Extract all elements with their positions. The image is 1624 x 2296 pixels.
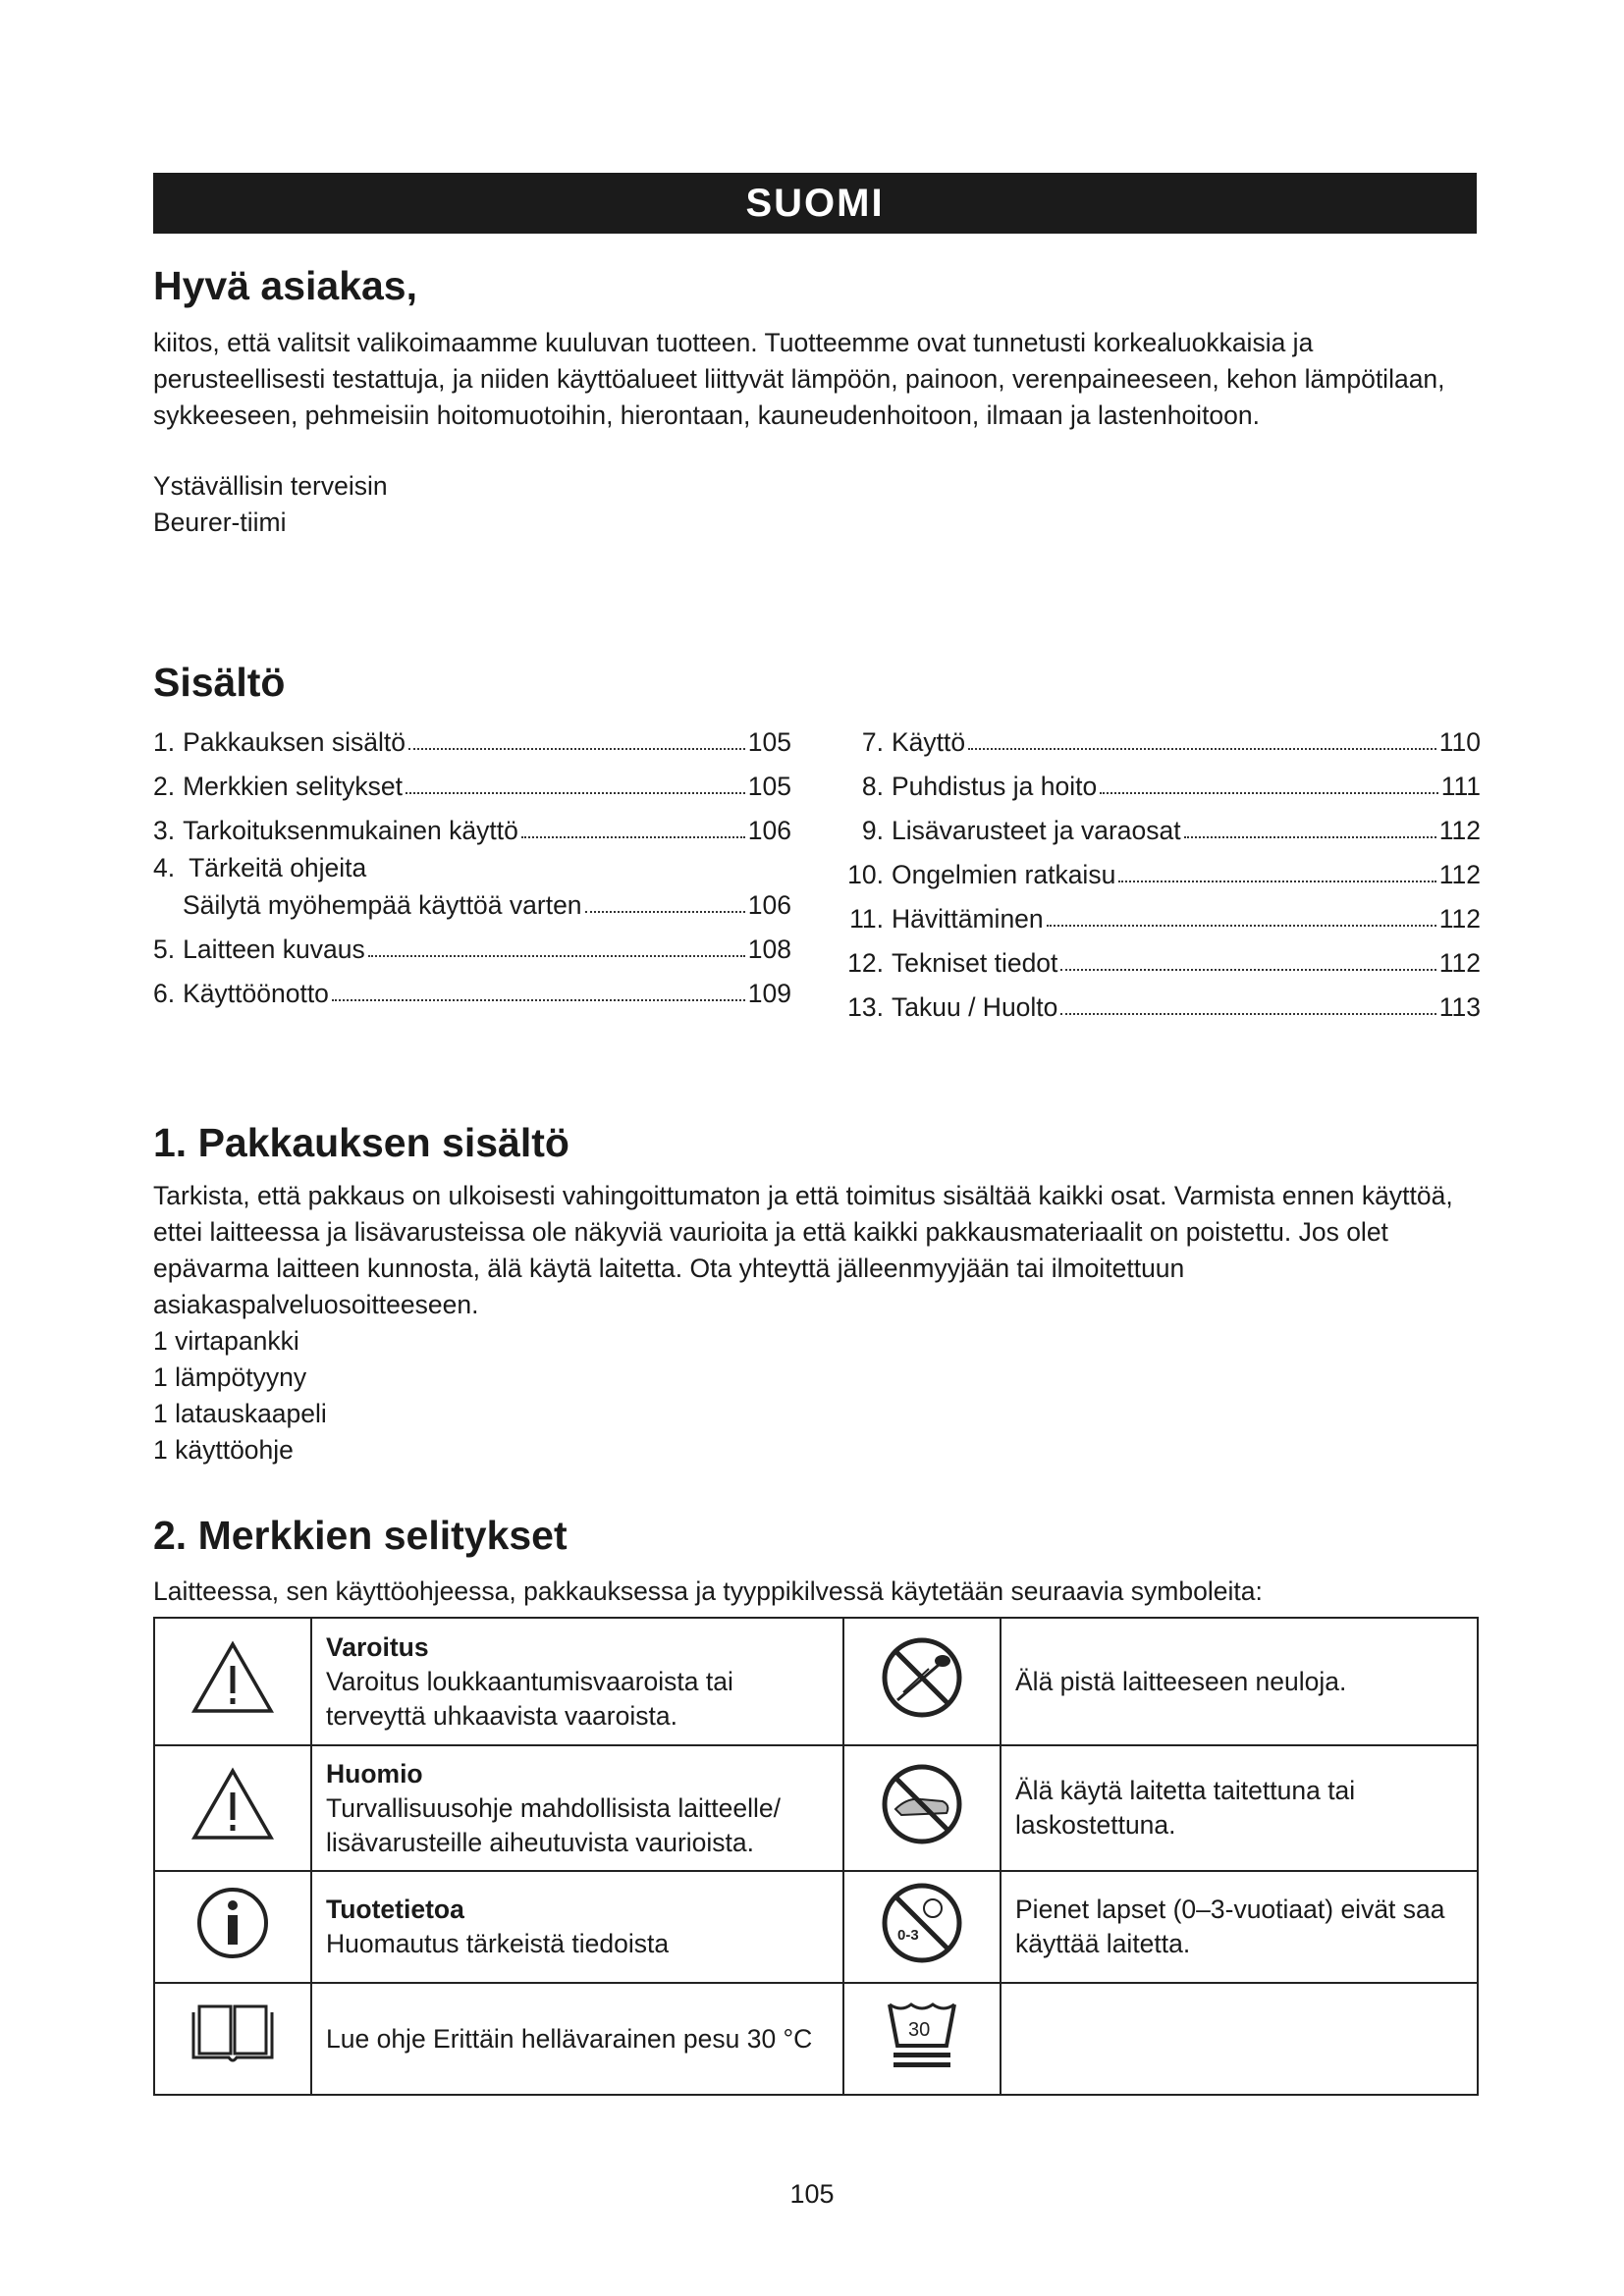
toc-leader — [1100, 792, 1438, 794]
no-small-children-icon — [843, 1871, 1001, 1983]
toc-number: 1. — [153, 727, 176, 757]
toc-label: Käyttö — [892, 727, 966, 757]
symbol-description — [311, 1618, 843, 1745]
symbol-description-empty — [1001, 1983, 1478, 2095]
no-needles-icon — [843, 1618, 1001, 1745]
toc-entry[interactable] — [837, 802, 1481, 846]
symbol-title: Huomio — [326, 1758, 423, 1789]
toc-number: 6. — [153, 979, 176, 1008]
toc-entry[interactable] — [837, 758, 1481, 802]
warning-triangle-icon — [154, 1618, 311, 1745]
toc-entry[interactable] — [837, 979, 1481, 1023]
toc-number: 8. — [861, 772, 884, 801]
symbols-table — [153, 1617, 1479, 2096]
toc-entry[interactable] — [153, 846, 791, 921]
toc-page: 113 — [1438, 992, 1481, 1022]
symbol-description — [1001, 1745, 1478, 1871]
symbol-description — [311, 1871, 843, 1983]
symbol-text: Älä pistä laitteeseen neuloja. — [1015, 1666, 1347, 1696]
table-row — [154, 1983, 1478, 2095]
package-item: 1 latauskaapeli — [153, 1399, 327, 1428]
toc-label: Puhdistus ja hoito — [892, 772, 1098, 801]
wash-temp-label: 30 — [908, 2018, 931, 2041]
toc-number: 4. — [153, 853, 176, 882]
greeting-heading: Hyvä asiakas, — [153, 263, 418, 308]
toc-entry[interactable] — [153, 965, 791, 1009]
signature-line-1: Ystävällisin terveisin — [153, 471, 388, 501]
toc-page: 110 — [1438, 727, 1481, 757]
toc-leader — [1184, 836, 1436, 838]
table-row — [154, 1871, 1478, 1983]
no-folding-icon — [843, 1745, 1001, 1871]
symbol-description — [311, 1983, 843, 2095]
toc-leader — [368, 955, 745, 957]
toc-leader — [585, 911, 745, 913]
toc-leader — [968, 748, 1436, 750]
toc-label: Hävittäminen — [892, 904, 1044, 934]
signature — [153, 468, 388, 541]
toc-number: 5. — [153, 934, 176, 964]
toc-label: Merkkien selitykset — [183, 772, 403, 801]
toc-page: 106 — [747, 890, 791, 920]
toc-page: 111 — [1440, 772, 1481, 801]
table-row — [154, 1618, 1478, 1745]
signature-line-2: Beurer-tiimi — [153, 507, 287, 537]
toc-label: Takuu / Huolto — [892, 992, 1058, 1022]
toc-leader — [1118, 881, 1435, 882]
toc-page: 112 — [1438, 816, 1481, 845]
symbol-text: Älä käytä laitetta taitettuna tai laskostettuna. — [1015, 1776, 1356, 1840]
toc-leader — [406, 792, 745, 794]
toc-label: Laitteen kuvaus — [183, 934, 365, 964]
symbol-description — [1001, 1871, 1478, 1983]
package-item: 1 virtapankki — [153, 1326, 299, 1356]
toc-label: Käyttöönotto — [183, 979, 329, 1008]
toc-entry[interactable] — [153, 714, 791, 758]
toc-right-column — [837, 714, 1481, 1023]
toc-leader — [521, 836, 745, 838]
toc-number: 2. — [153, 772, 176, 801]
warning-triangle-icon — [154, 1745, 311, 1871]
symbol-description — [1001, 1618, 1478, 1745]
toc-label: Tekniset tiedot — [892, 948, 1058, 978]
symbol-text: Turvallisuusohje mahdollisista laitteelle/ lisävarusteille aiheutuvista vaurioista. — [326, 1792, 781, 1857]
table-row — [154, 1745, 1478, 1871]
page-number: 105 — [789, 2179, 835, 2209]
toc-number: 9. — [861, 816, 884, 845]
toc-label: Lisävarusteet ja varaosat — [892, 816, 1181, 845]
toc-page: 112 — [1438, 904, 1481, 934]
language-banner: SUOMI — [153, 173, 1477, 234]
symbol-title: Tuotetietoa — [326, 1895, 464, 1924]
toc-page: 109 — [747, 979, 791, 1008]
toc-page: 108 — [747, 934, 791, 964]
toc-page: 106 — [747, 816, 791, 845]
toc-number: 11. — [849, 904, 884, 934]
toc-label: Tärkeitä ohjeita — [189, 853, 367, 882]
toc-number: 7. — [861, 727, 884, 757]
toc-entry[interactable] — [837, 714, 1481, 758]
toc-entry[interactable] — [153, 758, 791, 802]
wash-30-gentle-icon — [843, 1983, 1001, 2095]
info-icon — [154, 1871, 311, 1983]
toc-page: 105 — [747, 727, 791, 757]
symbol-description — [311, 1745, 843, 1871]
age-range-label: 0-3 — [897, 1926, 919, 1944]
toc-label: Pakkauksen sisältö — [183, 727, 406, 757]
section-1-heading: 1. Pakkauksen sisältö — [153, 1120, 569, 1165]
toc-page: 105 — [747, 772, 791, 801]
toc-number: 3. — [153, 816, 176, 845]
toc-entry[interactable] — [153, 802, 791, 846]
symbol-text: Huomautus tärkeistä tiedoista — [326, 1929, 670, 1958]
package-item: 1 käyttöohje — [153, 1435, 294, 1465]
toc-leader — [1047, 925, 1436, 927]
section-1-paragraph: Tarkista, että pakkaus on ulkoisesti vahingoittumaton ja että toimitus sisältää kaikki osat. Varmista ennen käyttöä, ettei laitteessa ja lisävarusteissa ole näkyviä vaurioita ja että kaikki pakkausmateriaalit on poistettu. Jos olet epävarma laitteen kunnosta, älä käytä laitetta. Ota yhteyttä jälleenmyyjään tai ilmoitettuun asiakaspalveluosoitteeseen. — [153, 1181, 1453, 1319]
toc-label: Ongelmien ratkaisu — [892, 860, 1116, 889]
toc-leader — [1060, 969, 1435, 971]
toc-leader — [408, 748, 745, 750]
read-manual-book-icon — [154, 1983, 311, 2095]
section-1-body — [153, 1178, 1489, 1468]
toc-page: 112 — [1438, 948, 1481, 978]
section-2-intro: Laitteessa, sen käyttöohjeessa, pakkauksessa ja tyyppikilvessä käytetään seuraavia symboleita: — [153, 1576, 1263, 1606]
symbol-text: Lue ohje Erittäin hellävarainen pesu 30 °C — [326, 2023, 813, 2054]
toc-number: 13. — [847, 992, 884, 1022]
intro-paragraph: kiitos, että valitsit valikoimaamme kuuluvan tuotteen. Tuotteemme ovat tunnetusti korkealuokkaisia ja perusteellisesti testattuja, ja niiden käyttöalueet liittyvät lämpöön, painoon, verenpaineeseen, kehon lämpötilaan, sykkeeseen, pehmeisiin hoitomuotoihin, hierontaan, kauneudenhoitoon, ilmaan ja lastenhoitoon. — [153, 328, 1445, 430]
symbol-text: Pienet lapset (0–3-vuotiaat) eivät saa käyttää laitetta. — [1015, 1895, 1445, 1958]
symbol-text: Varoitus loukkaantumisvaaroista tai terveyttä uhkaavista vaaroista. — [326, 1666, 733, 1731]
toc-number: 12. — [847, 948, 884, 978]
toc-leader — [332, 999, 745, 1001]
toc-leader — [1060, 1013, 1435, 1015]
package-item: 1 lämpötyyny — [153, 1362, 307, 1392]
symbol-title: Varoitus — [326, 1631, 429, 1662]
toc-entry[interactable] — [837, 846, 1481, 890]
toc-label-sub: Säilytä myöhempää käyttöä varten — [183, 890, 582, 920]
toc-page: 112 — [1438, 860, 1481, 889]
toc-entry[interactable] — [837, 890, 1481, 934]
toc-entry[interactable] — [153, 921, 791, 965]
toc-entry[interactable] — [837, 934, 1481, 979]
toc-left-column — [153, 714, 791, 1009]
toc-number: 10. — [847, 860, 884, 889]
section-2-heading: 2. Merkkien selitykset — [153, 1513, 568, 1558]
toc-heading: Sisältö — [153, 660, 286, 705]
toc-label: Tarkoituksenmukainen käyttö — [183, 816, 518, 845]
